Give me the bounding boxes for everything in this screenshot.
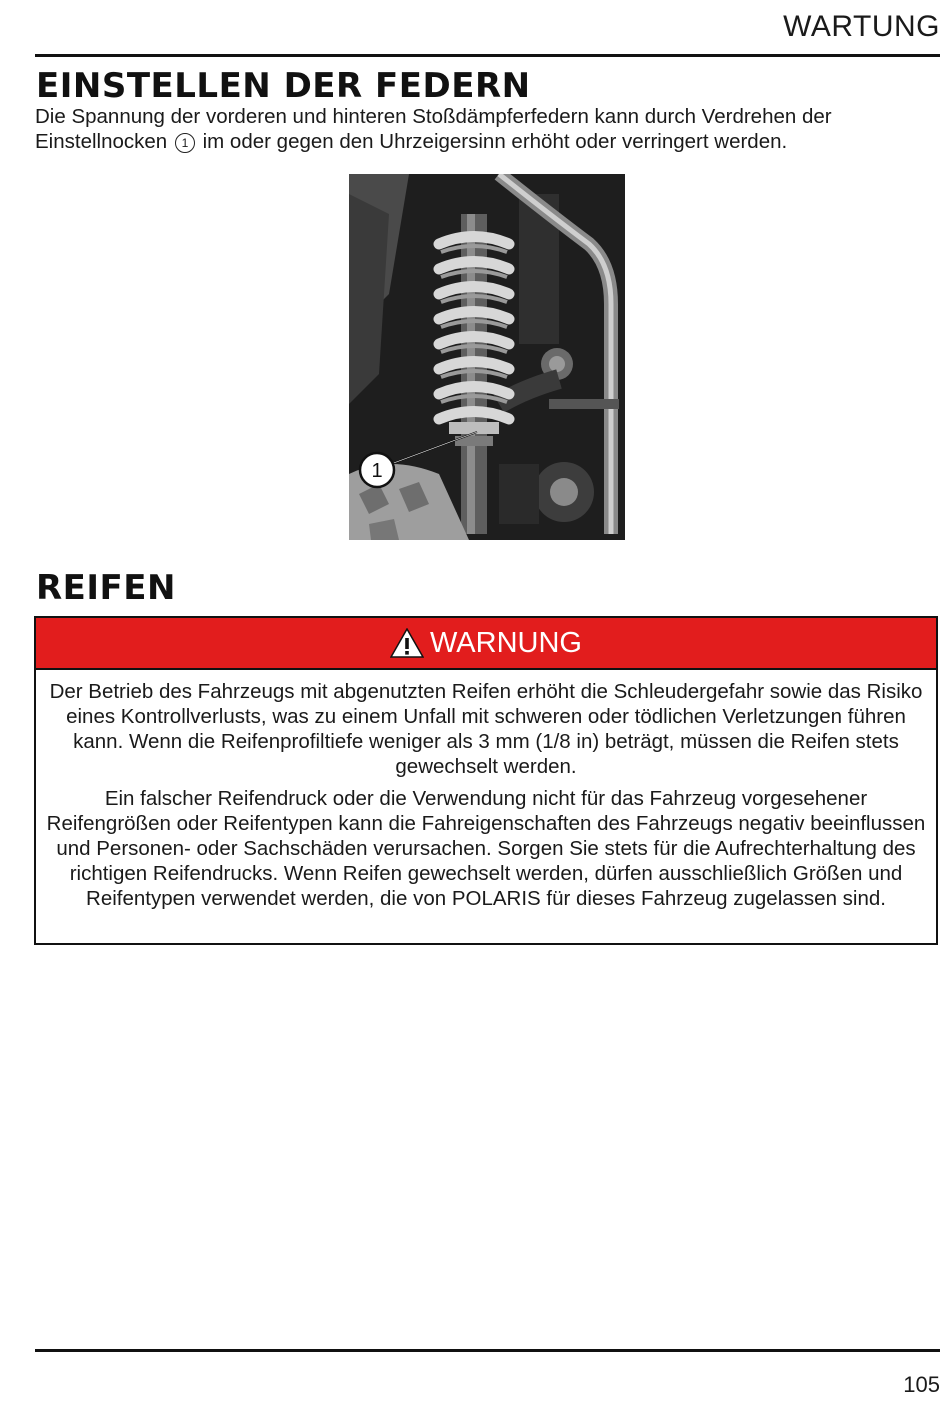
warning-triangle-icon [390,628,424,658]
springs-text-after: im oder gegen den Uhrzeigersinn erhöht oder verringert werden. [202,130,788,153]
warning-box [34,616,938,945]
warning-header [36,618,936,670]
page-number: 105 [903,1372,940,1397]
springs-text-before: Die Spannung der vorderen und hinteren Stoßdämpferfedern kann durch Verdrehen der Einstellnocken [35,105,832,153]
warning-title: WARNUNG [430,626,582,659]
heading-springs: EINSTELLEN DER FEDERN [36,66,531,106]
section-title: WARTUNG [783,10,940,43]
footer-rule [35,1349,940,1352]
warning-body [36,670,936,911]
warning-paragraph: Ein falscher Reifendruck oder die Verwendung nicht für das Fahrzeug vorgesehener Reifengrößen oder Reifentypen kann die Fahreigenschaften des Fahrzeugs negativ beeinflussen und Personen- oder Sachschäden verursachen. Sorgen Sie stets für die Aufrechterhaltung des richtigen Reifendrucks. Wenn Reifen gewechselt werden, dürfen ausschließlich Größen und Reifentypen verwendet werden, die von POLARIS für dieses Fahrzeug zugelassen sind. [46,787,926,910]
shock-absorber-photo [349,174,625,540]
callout-label: 1 [371,460,383,482]
springs-paragraph [35,104,935,154]
heading-tires: REIFEN [36,568,176,608]
callout-ref-marker: 1 [175,133,195,153]
warning-paragraph: Der Betrieb des Fahrzeugs mit abgenutzten Reifen erhöht die Schleudergefahr sowie das Risiko eines Kontrollverlusts, was zu einem Unfall mit schweren oder tödlichen Verletzungen führen kann. Wenn die Reifenprofiltiefe weniger als 3 mm (1/8 in) beträgt, müssen die Reifen stets gewechselt werden. [49,680,923,778]
header-rule [35,54,940,57]
